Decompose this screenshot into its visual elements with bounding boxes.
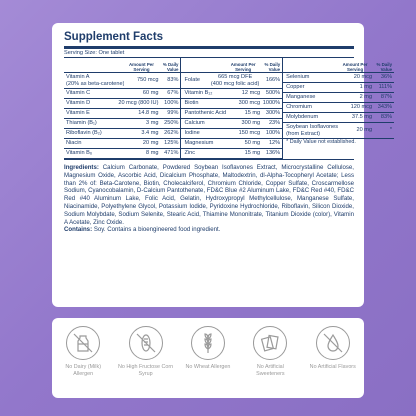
nutrient-row [283,113,394,123]
nutrient-name: Copper [286,84,305,90]
nutrient-row [181,119,282,129]
nutrient-name: Selenium [286,74,310,80]
nutrient-amount: 3.4 mg [141,130,159,136]
nutrient-dv: 99% [167,110,179,116]
column-header [181,58,282,73]
nutrient-dv: 111% [378,84,393,90]
nutrient-amount: 20 mcg [353,74,373,80]
nutrient-name: Chromium [286,104,312,110]
nutrient-amount: 3 mg [146,120,159,126]
allergen-badges-panel [52,318,364,398]
footnote: * Daily Value not established. [286,139,356,145]
nutrient-row [181,129,282,139]
nutrient-dv: 1000% [262,100,281,106]
nutrient-amount-note: (400 mcg folic acid) [210,80,260,87]
facts-column-2 [180,58,282,159]
badge-label: No Dairy (Milk) Allergen [65,364,101,377]
nutrient-dv: 100% [164,100,179,106]
badge-no-sweetener [242,326,298,377]
nutrient-row [64,89,180,99]
nutrient-name: Molybdenum [286,114,319,120]
nutrient-dv: 250% [164,120,179,126]
ingredients-text [64,164,354,226]
nutrient-amount: 120 mcg [350,104,373,110]
nutrient-dv: 300% [265,110,281,116]
nutrient-amount: 60 mg [142,90,159,96]
badge-no-dairy [55,326,111,377]
badge-no-flavor [305,326,361,371]
facts-column-3 [282,58,394,159]
nutrient-dv: 83% [167,77,179,83]
nutrient-row [283,93,394,103]
ingredients-list: Calcium Carbonate, Powdered Soybean Isoflavones Extract, Microcrystalline Cellulose, Magnesium Oxide, Ascorbic Acid, Dicalcium Phosphate, Maltodextrin, dl-Alpha-Tocopheryl Acetate; Less than 2% of: Beta-Carotene, Biotin, Cholecalciferol, Chromium Chloride, Copper Sulfate, Croscarmellose Sodium, Cyanocobalamin, D-Calcium Pantothenate, FD&C Blue #2 Aluminum Lake, FD&C Red #40, FD&C Red #40 Aluminum Lake, Folic Acid, Gelatin, Hydroxypropyl Methylcellulose, Manganese Sulfate, Niacinamide, Polyethylene Glycol, Potassium Iodide, Pyridoxine Hydrochloride, Riboflavin, Silicon Dioxide, Sodium Molybdate, Sodium Selenite, Stearic Acid, Thiamine Mononitrate, Titanium Dioxide (color), Vitamin A Acetate, Zinc Oxide. [64,164,354,226]
thick-rule [64,46,354,49]
nutrient-dv: 23% [268,120,281,126]
nutrient-amount: 1 mg [359,84,373,90]
nutrient-name: Manganese [286,94,316,100]
nutrient-amount: 150 mcg [238,130,261,136]
nutrient-dv: 343% [377,104,393,110]
badge-no-hfcs [118,326,174,377]
nutrient-dv: 471% [164,150,179,156]
facts-columns [64,58,393,159]
nutrient-row [64,73,180,89]
nutrient-amount: 14.8 mg [138,110,159,116]
contains-label: Contains: [64,226,93,234]
dv-header: % Daily Value [376,62,393,72]
nutrient-row [283,73,394,83]
no-sweetener-icon [253,326,287,360]
nutrient-dv: * [389,127,393,133]
serving-size: Serving Size: One tablet [64,50,125,56]
nutrient-name: Zinc [184,150,196,156]
ingredients-label: Ingredients: [64,164,99,171]
nutrient-dv: 100% [265,130,281,136]
nutrient-amount: 20 mcg (800 IU) [118,100,159,106]
nutrient-name: Folate [184,77,201,83]
nutrient-dv: 36% [380,74,393,80]
nutrient-amount: 15 mg [244,110,261,116]
contains-list: Soy. Contains a bioengineered food ingredient. [93,226,221,234]
nutrient-row [181,139,282,149]
column-header [283,58,394,73]
no-wheat-icon [191,326,225,360]
nutrient-name: Riboflavin (B₂) [66,130,102,136]
facts-column-1 [64,58,180,159]
nutrient-dv: 83% [380,114,393,120]
amount-header: Amount Per Serving [230,62,256,72]
nutrient-row [181,109,282,119]
no-dairy-icon [66,326,100,360]
nutrient-dv: 136% [265,150,281,156]
badge-label: No High Fructose Corn Syrup [118,364,174,377]
nutrient-dv: 500% [265,90,281,96]
nutrient-row [64,139,180,149]
dv-header: % Daily Value [264,62,281,72]
nutrient-note: (from Extract) [286,130,321,137]
nutrient-row [64,99,180,109]
amount-header: Amount Per Serving [342,62,368,72]
nutrient-dv: 125% [164,140,179,146]
nutrient-name: Vitamin E [66,110,90,116]
badge-label: No Artificial Sweeteners [256,364,285,377]
nutrient-row [181,149,282,159]
nutrient-amount: 12 mcg [241,90,261,96]
nutrient-name: Vitamin B₁₂ [184,90,213,96]
nutrient-amount: 20 mg [356,127,373,133]
nutrient-amount: 37.5 mg [351,114,373,120]
nutrient-amount: 300 mg [241,120,261,126]
badge-no-wheat [180,326,236,371]
nutrient-name: Soybean Isoflavones [286,123,339,130]
nutrient-dv: 12% [268,140,281,146]
nutrient-name: Pantothenic Acid [184,110,227,116]
column-header [64,58,180,73]
nutrient-name: Iodine [184,130,200,136]
nutrient-dv: 67% [167,90,179,96]
nutrient-name: Vitamin D [66,100,91,106]
no-flavor-icon [316,326,350,360]
nutrient-row [181,99,282,109]
badge-label: No Artificial Flavors [309,364,356,370]
nutrient-name: Vitamin B₆ [66,150,93,156]
nutrient-row [64,129,180,139]
facts-title: Supplement Facts [64,31,164,43]
no-hfcs-icon [129,326,163,360]
nutrient-row [283,103,394,113]
nutrient-name: Niacin [66,140,82,146]
nutrient-dv: 166% [265,77,281,83]
nutrient-row [64,109,180,119]
nutrient-amount: 20 mg [142,140,159,146]
rule [64,159,354,160]
nutrient-amount: 15 mg [244,150,261,156]
amount-header: Amount Per Serving [129,62,154,72]
contains-text [64,226,354,234]
nutrient-amount: 750 mcg [137,77,159,83]
nutrient-name: Calcium [184,120,205,126]
supplement-facts-panel [52,23,393,307]
nutrient-dv: 262% [164,130,179,136]
nutrient-amount: 300 mcg [238,100,261,106]
nutrient-row [283,123,394,139]
nutrient-row [64,119,180,129]
nutrient-name: Vitamin C [66,90,91,96]
nutrient-row [181,89,282,99]
nutrient-amount: 8 mg [146,150,159,156]
nutrient-amount: 50 mg [244,140,261,146]
nutrient-name: Thiamin (B₁) [66,120,97,126]
dv-header: % Daily Value [162,62,179,72]
nutrient-name: Vitamin A [66,73,90,80]
nutrient-amount: 665 mcg DFE [218,73,253,80]
nutrient-note: (20% as beta-carotene) [66,80,125,87]
nutrient-row [283,83,394,93]
nutrient-row [64,149,180,159]
nutrient-name: Biotin [184,100,199,106]
nutrient-amount: 2 mg [359,94,373,100]
nutrient-name: Magnesium [184,140,214,146]
badge-label: No Wheat Allergen [185,364,231,370]
nutrient-row [181,73,282,89]
nutrient-dv: 87% [380,94,393,100]
